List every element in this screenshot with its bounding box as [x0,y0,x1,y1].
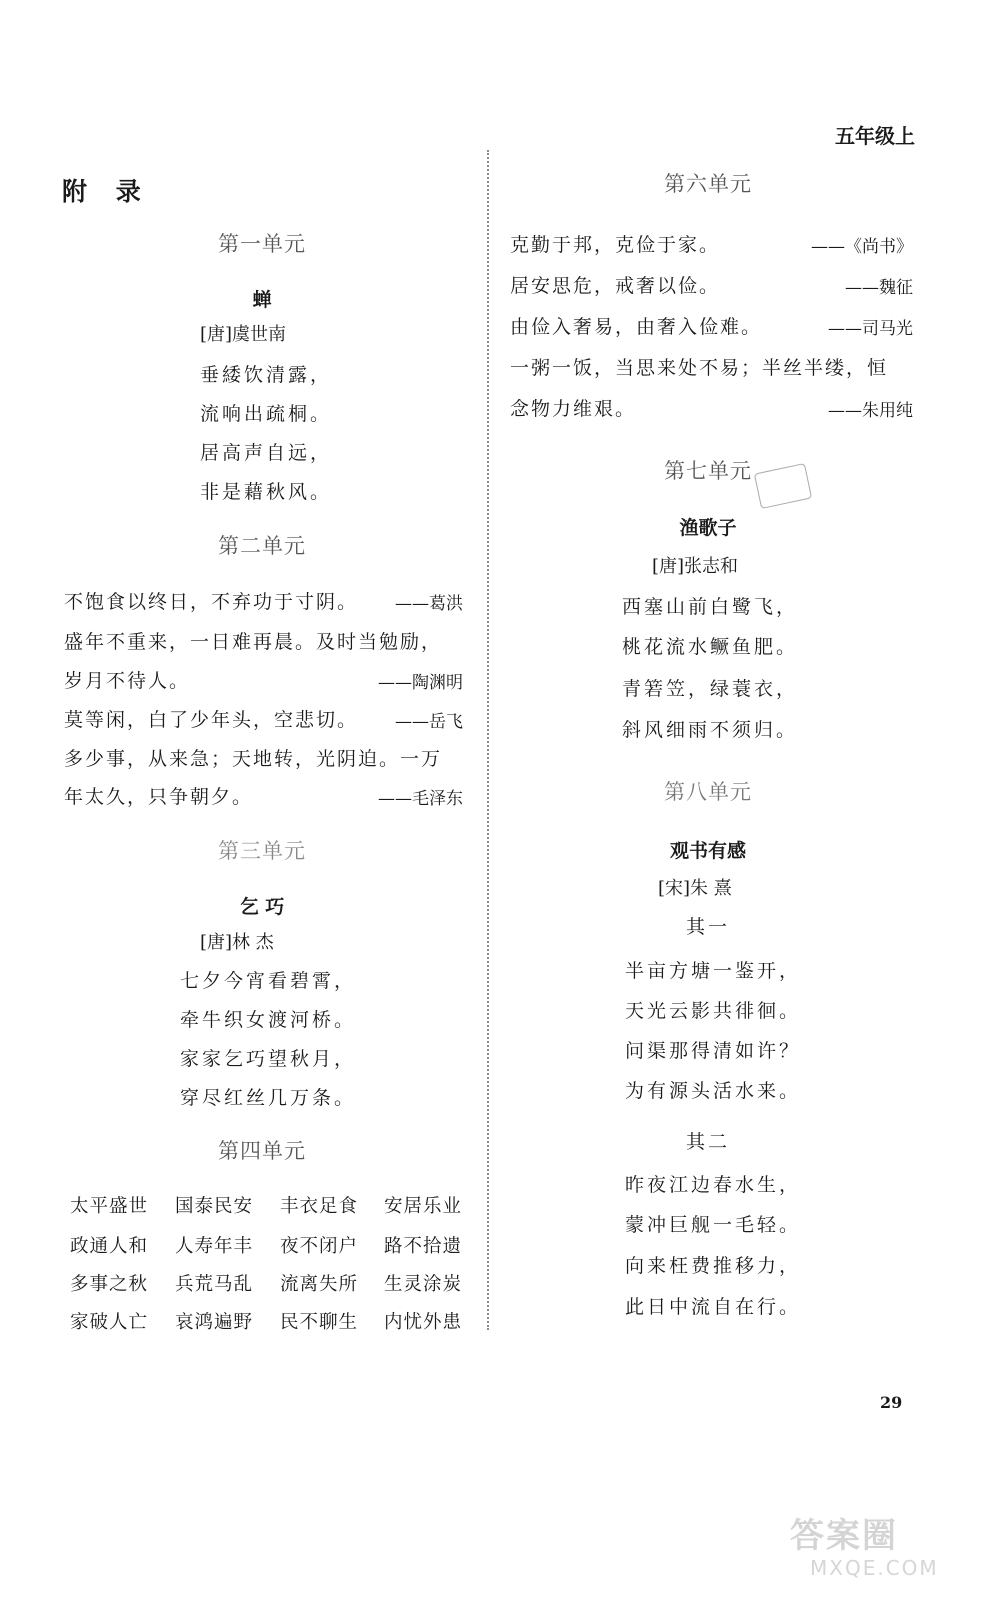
unit6-quote-text: 由俭入奢易，由奢入俭难。 [510,316,763,338]
unit7-poem-line: 青箬笠，绿蓑衣， [622,678,799,700]
idiom: 路不拾遗 [384,1236,463,1257]
unit6-heading: 第六单元 [664,172,752,196]
unit7-poem-title: 渔歌子 [679,517,737,539]
unit7-poem-author: [唐]张志和 [652,556,739,577]
idiom: 政通人和 [70,1236,149,1257]
unit8-poem-title: 观书有感 [669,840,747,862]
unit8-poem-line: 向来枉费推移力， [625,1255,802,1277]
unit2-quote-source: ——葛洪 [395,594,463,614]
idiom: 多事之秋 [70,1274,149,1295]
unit3-poem-author: [唐]林 杰 [200,932,274,953]
unit7-poem-line: 西塞山前白鹭飞， [622,596,799,618]
unit2-quote-text: 盛年不重来，一日难再晨。及时当勉励， [64,631,443,653]
unit6-quote-text: 念物力维艰。 [510,398,637,420]
grade-label: 五年级上 [835,124,915,148]
unit4-heading: 第四单元 [218,1139,306,1163]
unit3-poem-line: 七夕今宵看碧霄， [180,970,357,992]
idiom: 兵荒马乱 [175,1274,254,1295]
unit2-quote-source: ——陶渊明 [378,673,463,693]
idiom: 哀鸿遍野 [175,1312,254,1333]
watermark-logo: 答案圈 [790,1516,898,1556]
unit2-quote-text: 年太久，只争朝夕。 [64,786,254,808]
unit8-poem-line: 问渠那得清如许？ [625,1040,802,1062]
unit2-quote-source: ——毛泽东 [378,789,463,809]
unit1-poem-author: [唐]虞世南 [200,324,287,345]
unit2-quote-text: 多少事，从来急；天地转，光阴迫。一万 [64,748,443,770]
idiom: 民不聊生 [280,1312,359,1333]
unit1-poem-title: 蝉 [252,289,272,311]
unit8-poem-line: 半亩方塘一鉴开， [625,960,802,982]
unit7-poem-line: 斜风细雨不须归。 [622,719,799,741]
unit6-quote-text: 居安思危，戒奢以俭。 [510,275,721,297]
unit8-poem-line: 为有源头活水来。 [625,1080,802,1102]
idiom: 流离失所 [280,1274,359,1295]
unit3-poem-title: 乞 巧 [239,896,285,918]
unit6-quote-source: ——朱用纯 [828,401,913,421]
unit8-poem-line: 此日中流自在行。 [625,1296,802,1318]
idiom: 夜不闭户 [280,1236,359,1257]
page-number: 29 [880,1393,903,1412]
unit2-quote-source: ——岳飞 [395,712,463,732]
appendix-title: 附 录 [62,177,151,206]
unit7-heading: 第七单元 [664,459,752,483]
idiom: 丰衣足食 [280,1196,359,1217]
unit6-quote-text: 一粥一饭，当思来处不易；半丝半缕，恒 [510,357,889,379]
unit8-part2-label: 其二 [685,1131,731,1153]
unit1-heading: 第一单元 [218,232,306,256]
unit2-quote-text: 岁月不待人。 [64,670,191,692]
idiom: 安居乐业 [384,1196,463,1217]
unit2-quote-text: 莫等闲，白了少年头，空悲切。 [64,709,359,731]
idiom: 生灵涂炭 [384,1274,463,1295]
watermark-url: MXQE.COM [810,1556,939,1580]
unit3-poem-line: 穿尽红丝几万条。 [180,1087,357,1109]
idiom: 太平盛世 [70,1196,149,1217]
unit1-poem-line: 流响出疏桐。 [200,403,333,425]
unit1-poem-line: 垂緌饮清露， [200,364,333,386]
unit8-part1-label: 其一 [685,916,731,938]
column-divider [487,150,489,1330]
unit8-poem-line: 蒙冲巨舰一毛轻。 [625,1214,802,1236]
unit6-quote-source: ——魏征 [845,278,913,298]
unit3-heading: 第三单元 [218,839,306,863]
unit8-poem-line: 天光云影共徘徊。 [625,1000,802,1022]
unit3-poem-line: 家家乞巧望秋月， [180,1048,357,1070]
idiom: 家破人亡 [70,1312,149,1333]
stamp-mark [754,463,812,509]
unit3-poem-line: 牵牛织女渡河桥。 [180,1009,357,1031]
unit8-poem-line: 昨夜江边春水生， [625,1174,802,1196]
unit8-heading: 第八单元 [664,780,752,804]
unit6-quote-source: ——《尚书》 [811,237,913,257]
unit8-poem-author: [宋]朱 熹 [658,878,732,899]
unit2-heading: 第二单元 [218,534,306,558]
unit6-quote-text: 克勤于邦，克俭于家。 [510,234,721,256]
unit1-poem-line: 居高声自远， [200,442,333,464]
idiom: 内忧外患 [384,1312,463,1333]
unit1-poem-line: 非是藉秋风。 [200,481,333,503]
idiom: 国泰民安 [175,1196,254,1217]
unit6-quote-source: ——司马光 [828,319,913,339]
unit7-poem-line: 桃花流水鳜鱼肥。 [622,636,799,658]
idiom: 人寿年丰 [175,1236,254,1257]
unit2-quote-text: 不饱食以终日，不弃功于寸阴。 [64,591,359,613]
